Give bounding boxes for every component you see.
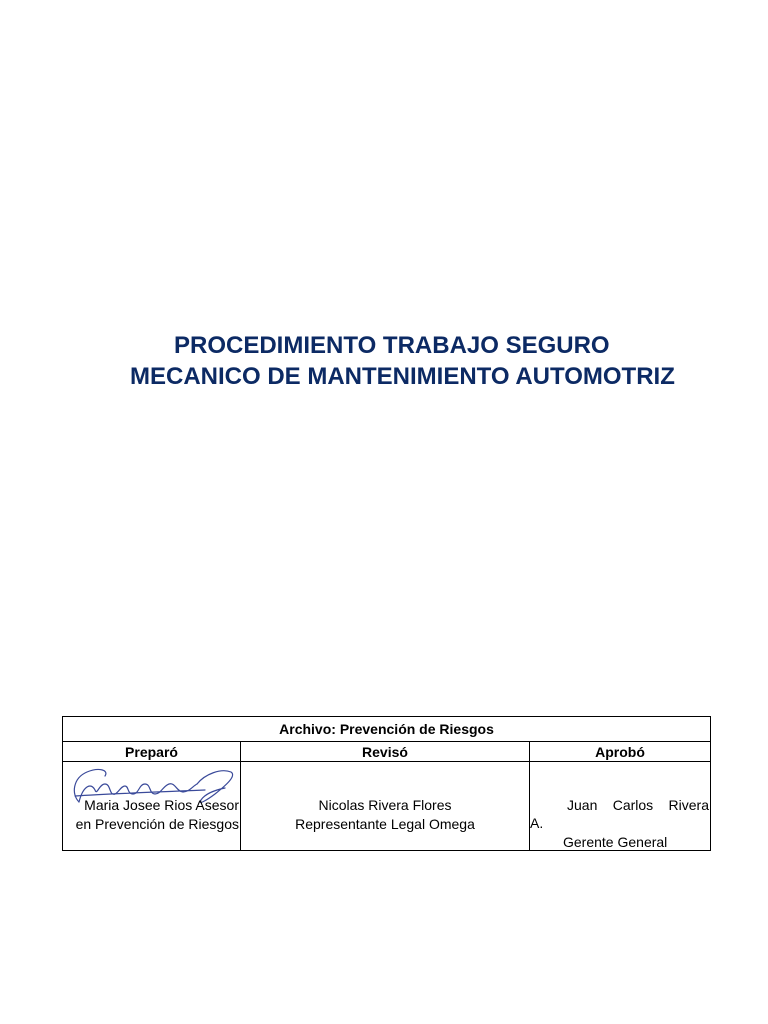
approved-cell — [530, 762, 711, 851]
prepared-line-1: Maria Josee Rios Asesor — [84, 797, 239, 813]
reviewed-line-1: Nicolas Rivera Flores — [318, 797, 452, 813]
prepared-by-name — [76, 796, 239, 834]
column-header-approved: Aprobó — [530, 742, 711, 762]
title-line-2: MECANICO DE MANTENIMIENTO AUTOMOTRIZ — [130, 363, 675, 390]
reviewed-cell — [241, 762, 530, 851]
table-header-archivo: Archivo: Prevención de Riesgos — [63, 717, 711, 742]
approved-line-3: Gerente General — [563, 834, 668, 850]
approved-line-1: Juan Carlos Rivera — [567, 797, 710, 813]
column-header-reviewed: Revisó — [241, 742, 530, 762]
title-line-1: PROCEDIMIENTO TRABAJO SEGURO — [174, 332, 610, 359]
reviewed-line-2: Representante Legal Omega — [295, 816, 475, 832]
approval-table — [62, 716, 711, 851]
prepared-line-2: en Prevención de Riesgos — [75, 816, 239, 832]
column-header-prepared: Preparó — [63, 742, 241, 762]
prepared-cell — [63, 762, 241, 851]
reviewed-by-name — [241, 796, 529, 834]
approved-line-2: A. — [530, 815, 544, 831]
